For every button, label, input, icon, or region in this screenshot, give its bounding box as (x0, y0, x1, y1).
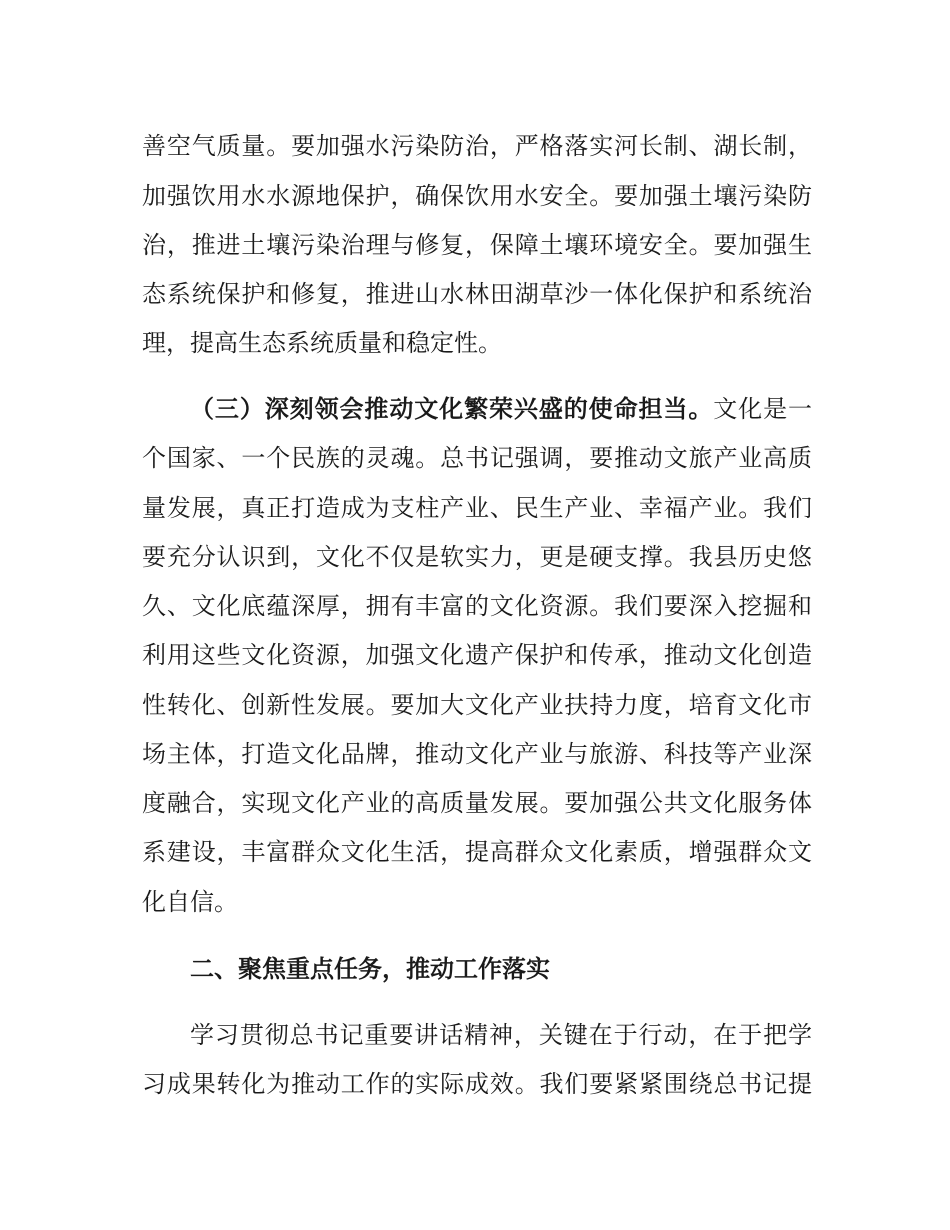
paragraph-line: 态系统保护和修复，推进山水林田湖草沙一体化保护和系统治 (142, 280, 812, 308)
paragraph-line: 加强饮用水水源地保护，确保饮用水安全。要加强土壤污染防 (142, 182, 812, 210)
paragraph-line: 系建设，丰富群众文化生活，提高群众文化素质，增强群众文 (142, 838, 812, 866)
paragraph-line: 善空气质量。要加强水污染防治，严格落实河长制、湖长制， (142, 132, 812, 160)
paragraph-line: 治，推进土壤污染治理与修复，保障土壤环境安全。要加强生 (142, 231, 812, 259)
paragraph-line: 习成果转化为推动工作的实际成效。我们要紧紧围绕总书记提 (142, 1070, 812, 1098)
paragraph-line: 场主体，打造文化品牌，推动文化产业与旅游、科技等产业深 (142, 740, 812, 768)
subsection-heading: （三）深刻领会推动文化繁荣兴盛的使命担当。 (190, 395, 714, 423)
section-heading: 二、聚焦重点任务，推动工作落实 (190, 955, 550, 983)
paragraph-line: 个国家、一个民族的灵魂。总书记强调，要推动文旅产业高质 (142, 444, 812, 472)
paragraph-line: 利用这些文化资源，加强文化遗产保护和传承，推动文化创造 (142, 641, 812, 669)
paragraph-line: 量发展，真正打造成为支柱产业、民生产业、幸福产业。我们 (142, 494, 812, 522)
paragraph-line: 性转化、创新性发展。要加大文化产业扶持力度，培育文化市 (142, 691, 812, 719)
paragraph-line: 要充分认识到，文化不仅是软实力，更是硬支撑。我县历史悠 (142, 543, 812, 571)
paragraph-line: 理，提高生态系统质量和稳定性。 (142, 329, 502, 357)
paragraph-line: 度融合，实现文化产业的高质量发展。要加强公共文化服务体 (142, 789, 812, 817)
paragraph-first-line (190, 389, 812, 429)
paragraph-text: 文化是一 (713, 395, 812, 423)
paragraph-line: 久、文化底蕴深厚，拥有丰富的文化资源。我们要深入挖掘和 (142, 592, 812, 620)
paragraph-first-line: 学习贯彻总书记重要讲话精神，关键在于行动，在于把学 (190, 1021, 812, 1049)
paragraph-line: 化自信。 (142, 888, 238, 916)
